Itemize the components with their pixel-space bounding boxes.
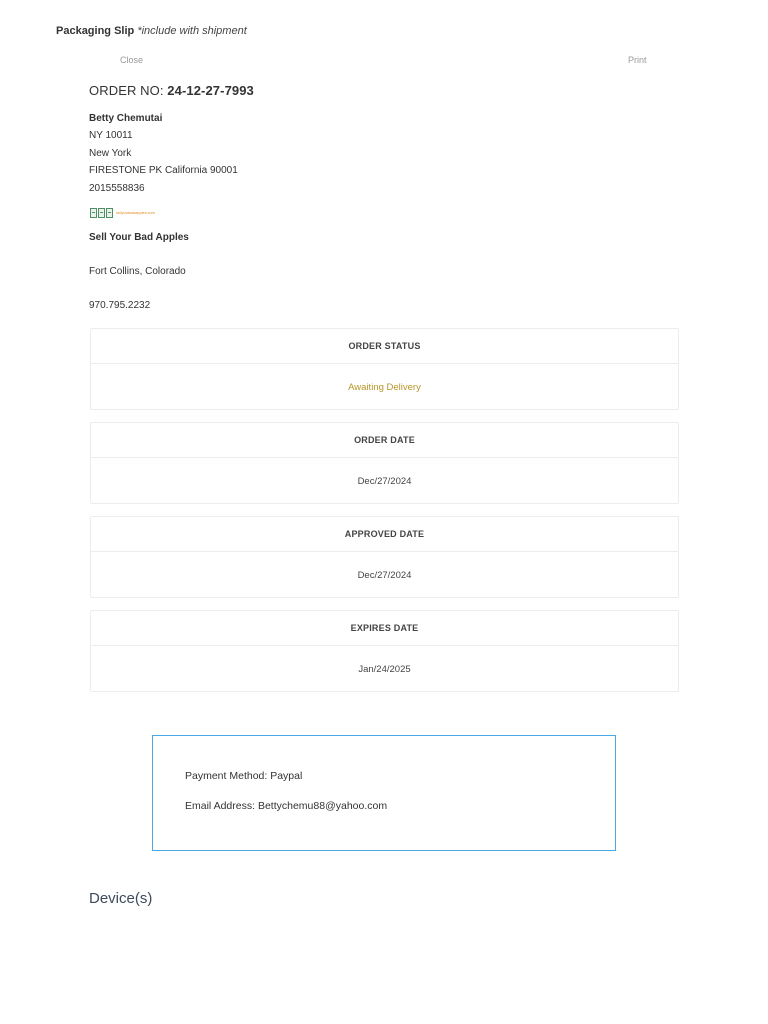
company-logo <box>90 206 155 220</box>
order-number-label: ORDER NO: <box>89 83 164 98</box>
devices-heading: Device(s) <box>89 890 153 907</box>
slip-header <box>56 25 247 37</box>
order-status-value: Awaiting Delivery <box>348 382 421 393</box>
payment-info-box <box>152 735 616 851</box>
order-date-value: Dec/27/2024 <box>357 476 412 487</box>
customer-phone: 2015558836 <box>89 182 145 194</box>
approved-date-label: APPROVED DATE <box>91 517 678 552</box>
recycle-bins-logo-icon <box>90 208 113 218</box>
payment-method: Payment Method: Paypal <box>185 770 303 782</box>
order-date-label: ORDER DATE <box>91 423 678 458</box>
expires-date-value: Jan/24/2025 <box>358 664 411 675</box>
approved-date-card <box>90 516 679 598</box>
close-button[interactable]: Close <box>120 55 144 65</box>
customer-address-line1: NY 10011 <box>89 130 133 142</box>
expires-date-card <box>90 610 679 692</box>
order-date-card <box>90 422 679 504</box>
print-button[interactable]: Print <box>628 55 647 65</box>
customer-address-line2: New York <box>89 147 132 159</box>
company-location: Fort Collins, Colorado <box>89 266 186 277</box>
company-name: Sell Your Bad Apples <box>89 232 189 243</box>
customer-address <box>89 110 238 197</box>
order-status-card <box>90 328 679 410</box>
customer-name: Betty Chemutai <box>89 113 163 124</box>
approved-date-value: Dec/27/2024 <box>357 570 412 581</box>
customer-address-line3: FIRESTONE PK California 90001 <box>89 165 238 177</box>
expires-date-label: EXPIRES DATE <box>91 611 678 646</box>
payment-email: Email Address: Bettychemu88@yahoo.com <box>185 800 388 812</box>
order-status-label: ORDER STATUS <box>91 329 678 364</box>
logo-url-text: sellyourbadapples.com <box>116 211 155 215</box>
order-number-value: 24-12-27-7993 <box>167 83 254 98</box>
slip-title: Packaging Slip <box>56 25 135 37</box>
order-number-heading <box>89 83 254 98</box>
company-phone: 970.795.2232 <box>89 300 151 311</box>
slip-note: *include with shipment <box>137 25 247 37</box>
